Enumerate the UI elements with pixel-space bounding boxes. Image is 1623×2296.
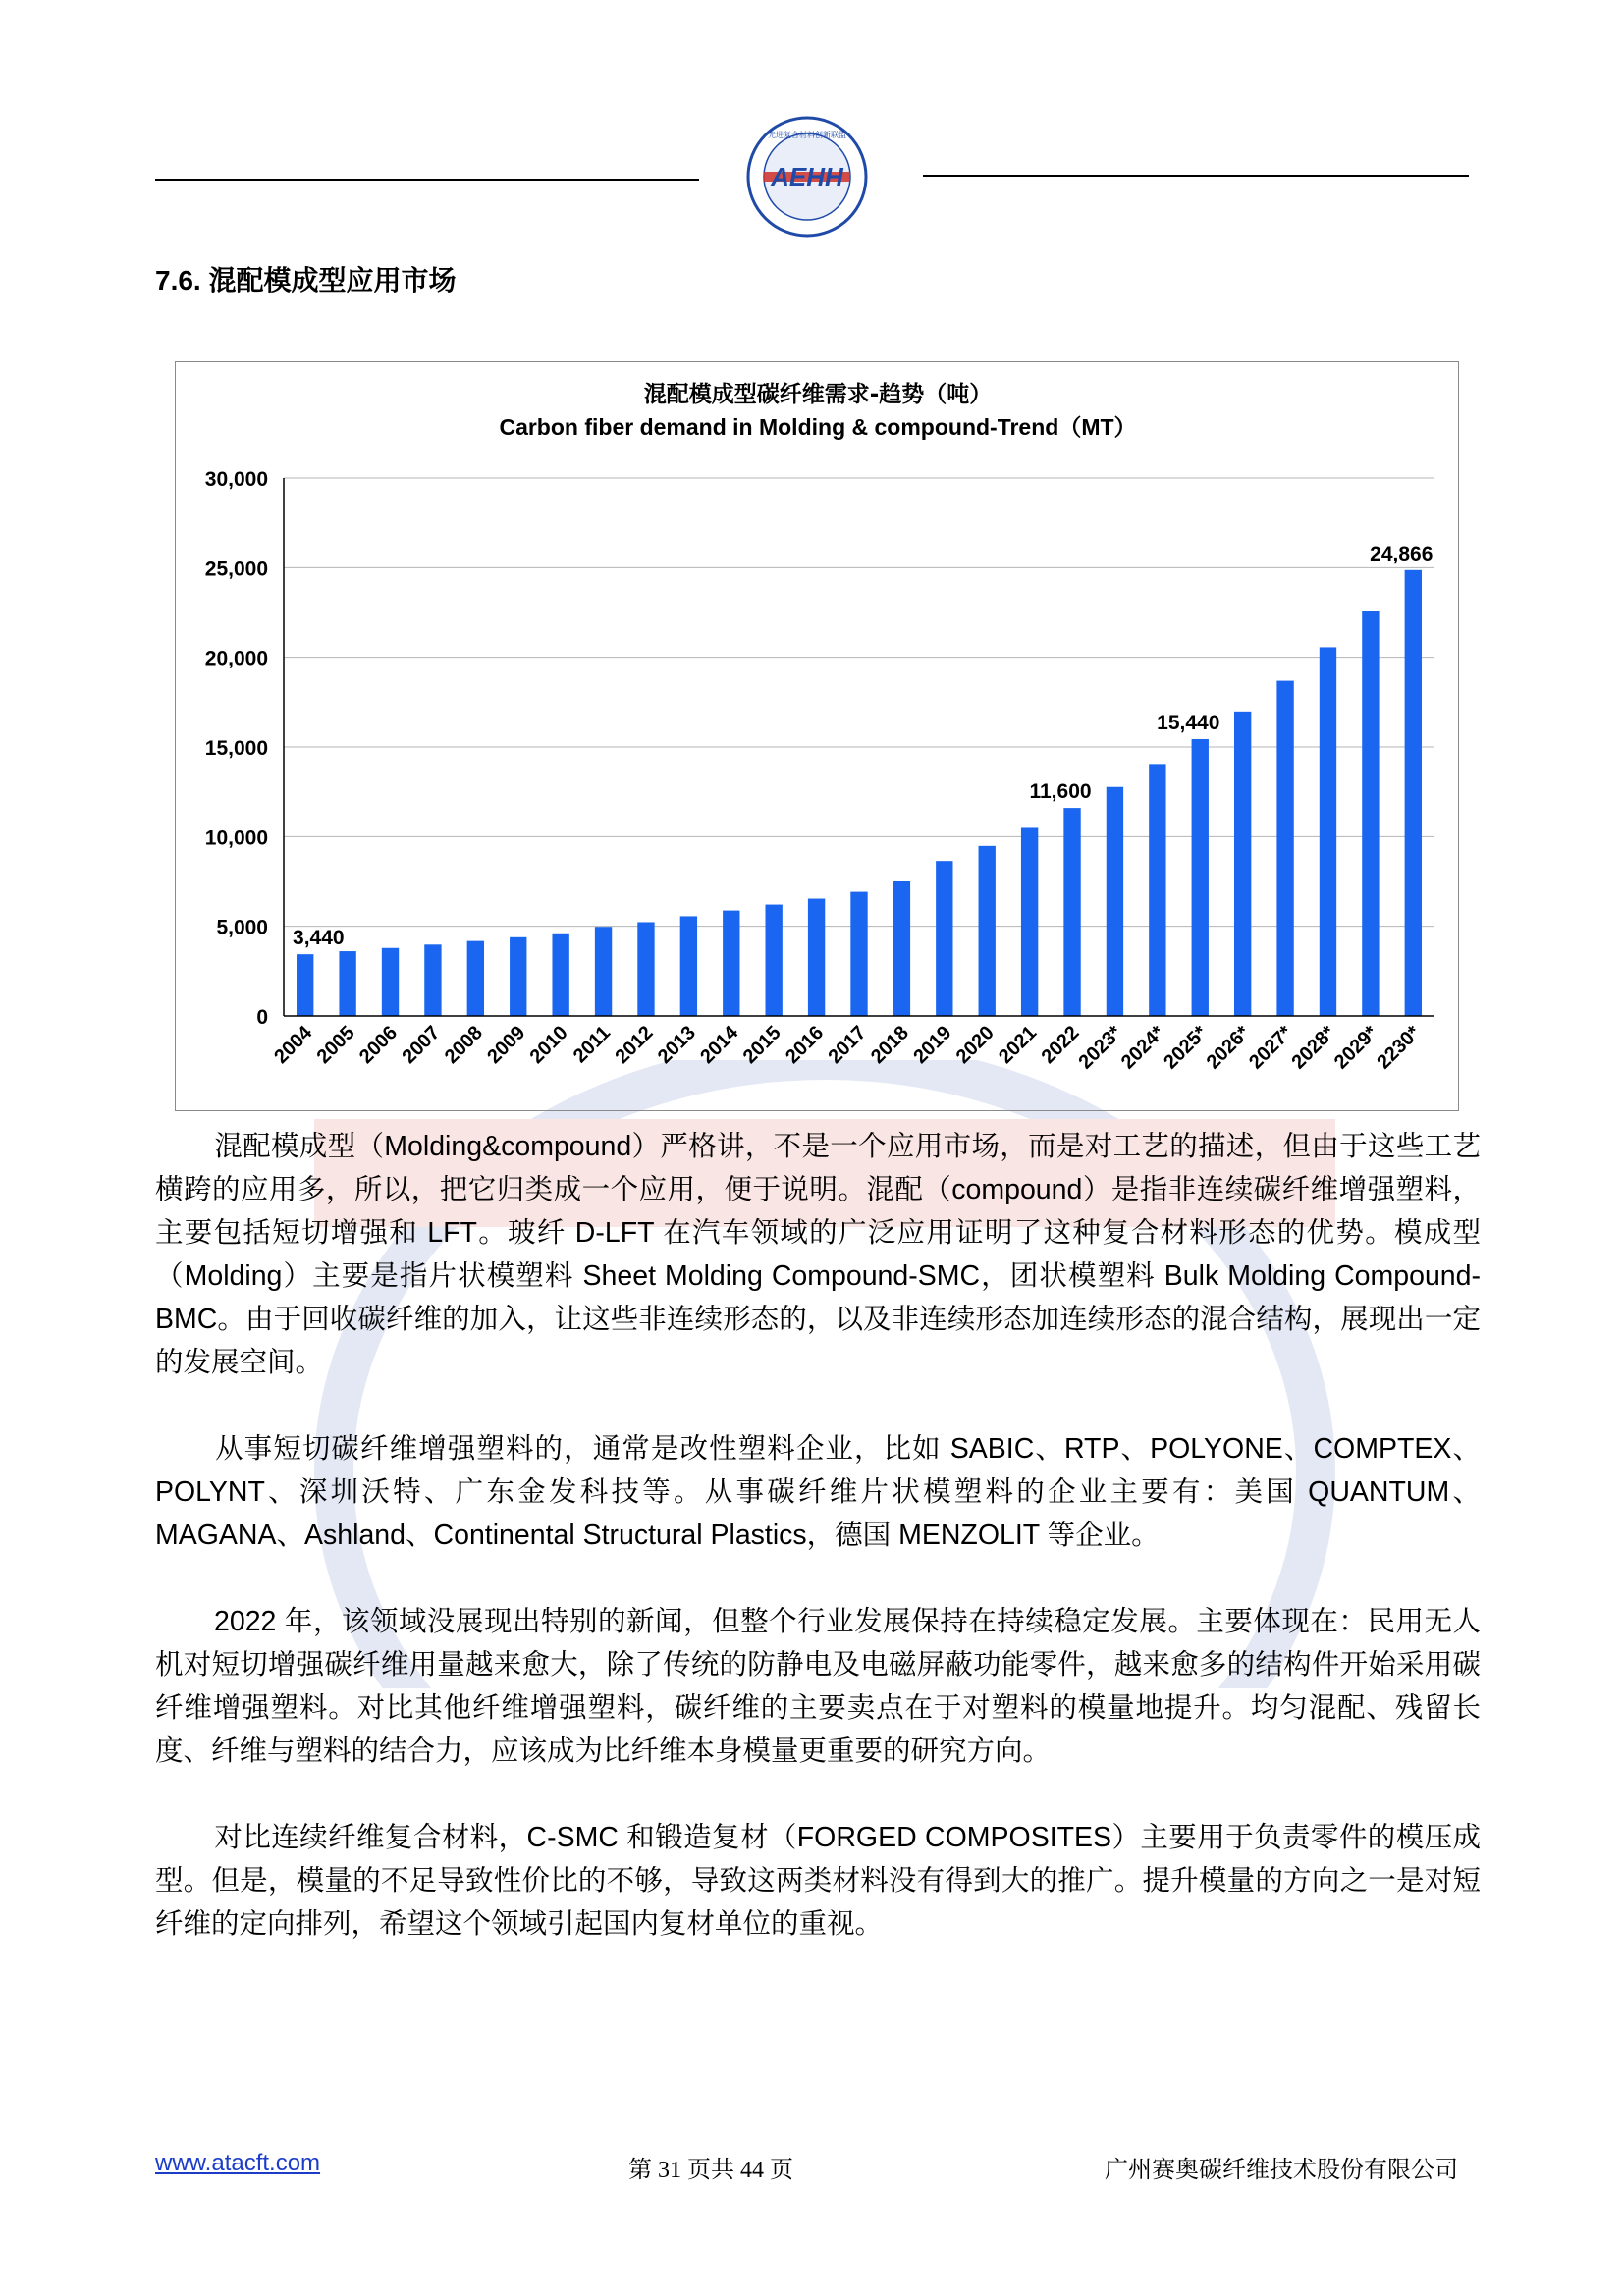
bar-2021	[1021, 827, 1038, 1016]
data-label: 15,440	[1157, 711, 1220, 734]
bar-2010	[552, 934, 568, 1016]
bar-2026f	[1234, 712, 1251, 1016]
x-tick-label: 2028*	[1287, 1021, 1340, 1074]
bar-2024f	[1149, 764, 1165, 1016]
x-tick-label: 2009	[483, 1021, 530, 1069]
x-tick-label: 2021	[995, 1021, 1042, 1069]
logo-arc-text: 先进复合材料创新联盟	[768, 131, 846, 139]
x-tick-label: 2025*	[1160, 1021, 1212, 1074]
bar-chart	[176, 362, 1460, 1112]
bar-2022	[1063, 808, 1080, 1016]
bar-2017	[850, 892, 867, 1016]
paragraph-2022-status	[155, 1600, 1481, 1773]
footer-company-name: 广州赛奥碳纤维技术股份有限公司	[1105, 2158, 1458, 2183]
data-label: 11,600	[1029, 780, 1092, 804]
y-tick-label: 15,000	[204, 737, 268, 760]
bar-2005	[339, 951, 355, 1016]
x-tick-label: 2010	[525, 1021, 572, 1069]
chart-gridlines	[284, 478, 1434, 927]
bar-2020	[979, 846, 996, 1016]
bar-2007	[424, 944, 441, 1016]
bar-2009	[510, 937, 526, 1016]
x-tick-label: 2022	[1037, 1021, 1084, 1069]
bar-2028f	[1320, 647, 1336, 1016]
paragraph-text: 2022 年，该领域没展现出特别的新闻，但整个行业发展保持在持续稳定发展。主要体现在：民用无人机对短切增强碳纤维用量越来愈大，除了传统的防静电及电磁屏蔽功能零件，越来愈多的结构件开始采用碳纤维增强塑料。对比其他纤维增强塑料，碳纤维的主要卖点在于对塑料的模量地提升。均匀混配、残留长度、纤维与塑料的结合力，应该成为比纤维本身模量更重要的研究方向。	[155, 1606, 1481, 1767]
chart-bars	[297, 570, 1422, 1016]
chart-title: 混配模成型碳纤维需求-趋势（吨）	[643, 382, 993, 407]
chart-subtitle: Carbon fiber demand in Molding & compound-Trend（MT）	[499, 414, 1137, 440]
bar-2025f	[1192, 739, 1209, 1016]
bar-2029f	[1362, 611, 1379, 1016]
header-rule-left	[155, 179, 699, 181]
x-tick-label: 2019	[909, 1021, 956, 1069]
x-tick-label: 2023*	[1074, 1021, 1126, 1074]
bar-2013	[680, 916, 697, 1016]
bar-2014	[723, 911, 739, 1016]
bar-2008	[467, 941, 484, 1016]
bar-2012	[637, 922, 654, 1016]
x-tick-label: 2008	[440, 1021, 487, 1069]
y-tick-label: 20,000	[204, 647, 268, 670]
bar-2004	[297, 954, 313, 1016]
x-tick-label: 2006	[355, 1021, 403, 1069]
bar-2023f	[1107, 787, 1123, 1016]
bar-2027f	[1276, 681, 1293, 1016]
paragraph-molding-definition	[155, 1125, 1481, 1384]
y-tick-label: 30,000	[204, 468, 268, 491]
data-label: 24,866	[1370, 542, 1434, 565]
x-tick-label: 2004	[270, 1021, 317, 1069]
x-tick-label: 2017	[824, 1021, 871, 1069]
footer-page-number: 第 31 页共 44 页	[628, 2158, 793, 2183]
x-axis-ticks	[270, 1021, 1425, 1073]
bar-2016	[808, 899, 825, 1016]
paragraph-text: 对比连续纤维复合材料，C-SMC 和锻造复材（FORGED COMPOSITES）主要用于负责零件的模压成型。但是，模量的不足导致性价比的不够，导致这两类材料没有得到大的推广。提升模量的方向之一是对短纤维的定向排列，希望这个领域引起国内复材单位的重视。	[155, 1822, 1481, 1940]
paragraph-companies	[155, 1427, 1481, 1557]
footer-website-link[interactable]: www.atacft.com	[155, 2150, 321, 2176]
bar-2015	[766, 905, 783, 1016]
y-tick-label: 0	[256, 1006, 268, 1029]
x-tick-label: 2026*	[1202, 1021, 1255, 1074]
header-rule-right	[923, 175, 1469, 177]
paragraph-csmc-forged	[155, 1816, 1481, 1946]
x-tick-label: 2011	[568, 1021, 616, 1068]
x-tick-label: 2007	[398, 1021, 445, 1069]
y-axis-ticks	[205, 468, 268, 1029]
y-tick-label: 5,000	[216, 916, 268, 939]
x-tick-label: 2014	[696, 1021, 743, 1069]
x-tick-label: 2024*	[1116, 1021, 1169, 1074]
x-tick-label: 2005	[312, 1021, 359, 1069]
bar-2006	[382, 948, 399, 1016]
y-tick-label: 25,000	[204, 558, 268, 581]
x-tick-label: 2027*	[1245, 1021, 1297, 1074]
x-tick-label: 2015	[738, 1021, 785, 1069]
bar-2011	[595, 927, 612, 1016]
paragraph-text: 混配模成型（Molding&compound）严格讲，不是一个应用市场，而是对工艺的描述，但由于这些工艺横跨的应用多，所以，把它归类成一个应用，便于说明。混配（compound）是指非连续碳纤维增强塑料，主要包括短切增强和 LFT。玻纤 D-LFT 在汽车领域的广泛应用证明了这种复合材料形态的优势。模成型（Molding）主要是指片状模塑料 Sheet Molding Compound-SMC，团状模塑料 Bulk Molding Compound-BMC。由于回收碳纤维的加入，让这些非连续形态的，以及非连续形态加连续形态的混合结构，展现出一定的发展空间。	[155, 1131, 1481, 1378]
x-tick-label: 2029*	[1329, 1021, 1382, 1074]
data-label: 3,440	[293, 927, 345, 950]
bar-2018	[893, 881, 910, 1016]
data-labels	[293, 543, 1433, 949]
x-tick-label: 2018	[866, 1021, 913, 1069]
x-tick-label: 2230*	[1373, 1021, 1425, 1074]
y-tick-label: 10,000	[204, 827, 268, 850]
section-title: 7.6. 混配模成型应用市场	[155, 265, 457, 295]
bar-2019	[936, 861, 952, 1016]
logo-text: AEHH	[771, 162, 843, 191]
aehh-logo-icon	[746, 116, 868, 238]
paragraph-text: 从事短切碳纤维增强塑料的，通常是改性塑料企业，比如 SABIC、RTP、POLYONE、COMPTEX、POLYNT、深圳沃特、广东金发科技等。从事碳纤维片状模塑料的企业主要有：美国 QUANTUM、MAGANA、Ashland、Continental Structural Plastics，德国 MENZOLIT 等企业。	[155, 1433, 1481, 1551]
x-tick-label: 2013	[653, 1021, 700, 1069]
chart-frame	[175, 361, 1459, 1111]
x-tick-label: 2016	[782, 1021, 829, 1069]
x-tick-label: 2012	[611, 1021, 658, 1069]
bar-2230f	[1405, 570, 1422, 1016]
x-tick-label: 2020	[951, 1021, 999, 1069]
